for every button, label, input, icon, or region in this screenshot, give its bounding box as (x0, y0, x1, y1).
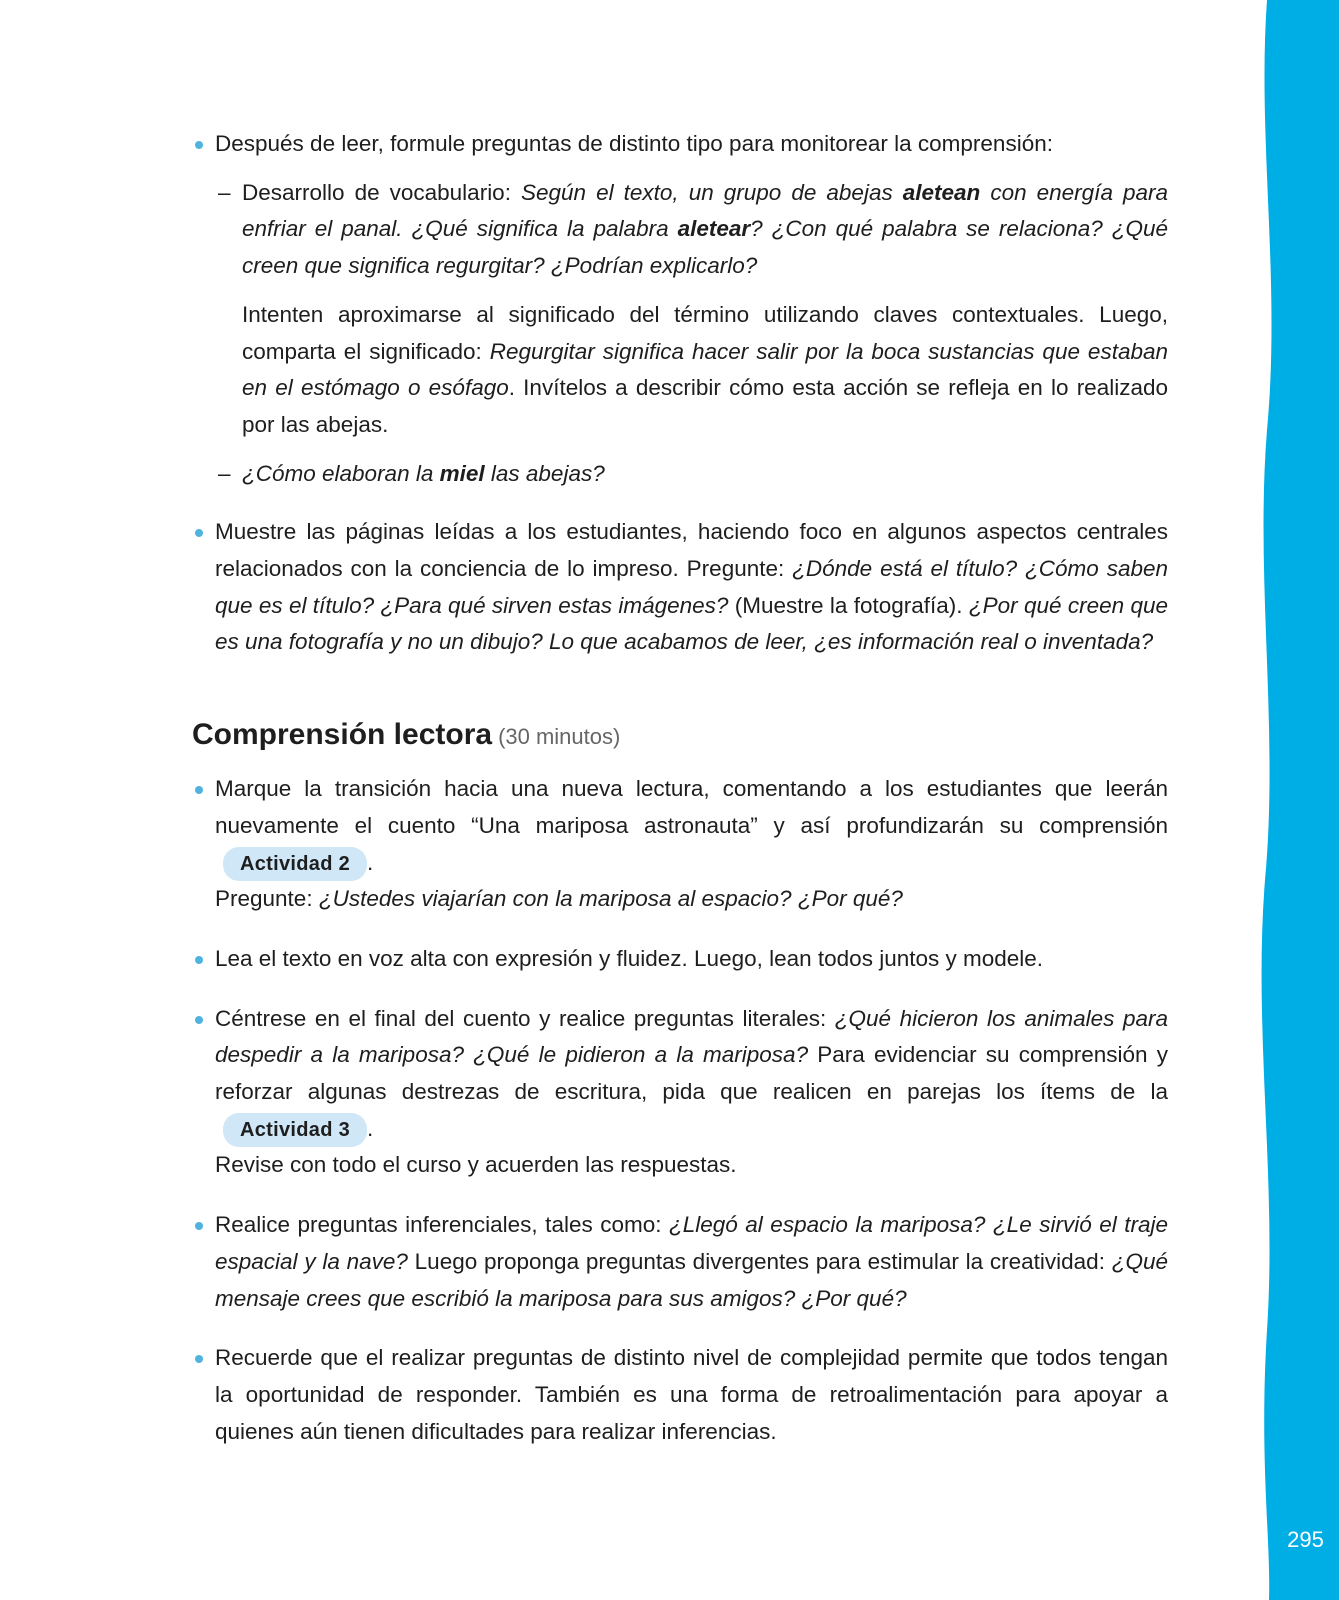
transition-text: Marque la transición hacia una nueva lectura, comentando a los estudiantes que leerán nuevamente el cuento “Una mariposa astronauta” y así profundizarán su comprensión (215, 776, 1168, 838)
section-duration: (30 minutos) (498, 724, 621, 750)
vocab-label: Desarrollo de vocabulario: (242, 179, 521, 205)
literal-text-b: Para evidenciar su comprensión y reforzar algunas destrezas de escritura, pida que realicen en parejas los ítems de la (215, 1042, 1168, 1105)
print-awareness-questions-b: ¿Por qué creen que es una fotografía y no un dibujo? Lo que acabamos de leer, ¿es información real o inventada? (215, 592, 1168, 655)
term-miel: miel (439, 460, 485, 486)
page-content (192, 126, 1168, 1450)
vocab-question-b: con energía para enfriar el panal. ¿Qué significa la palabra (242, 179, 1169, 242)
bullet-after-reading (192, 126, 1168, 163)
term-aletean: aletean (902, 179, 981, 205)
inferential-text-b: Luego proponga preguntas divergentes para estimular la creatividad: (407, 1248, 1112, 1274)
transition-period: . (367, 849, 374, 875)
transition-question: ¿Ustedes viajarían con la mariposa al espacio? ¿Por qué? (318, 886, 903, 912)
vocab-followup-paragraph (192, 297, 1168, 444)
print-awareness-text-a: Muestre las páginas leídas a los estudiantes, haciendo foco en algunos aspectos centrales relacionados con la conciencia de lo impreso. Pregunte: (215, 519, 1168, 582)
followup-definition: Regurgitar significa hacer salir por la boca sustancias que estaban en el estómago o esófago (242, 338, 1168, 401)
dash-honey-question (192, 456, 1168, 493)
inferential-text-a: Realice preguntas inferenciales, tales como: (215, 1212, 669, 1238)
page-number: 295 (1287, 1527, 1324, 1552)
bullet-after-reading-text: Después de leer, formule preguntas de distinto tipo para monitorear la comprensión: (215, 131, 1053, 156)
bullet-transition (192, 771, 1168, 918)
complexity-text: Recuerde que el realizar preguntas de distinto nivel de complejidad permite que todos tengan la oportunidad de responder. También es una forma de retroalimentación para apoyar a quienes aún tienen dificultades para realizar inferencias. (215, 1345, 1168, 1444)
literal-text-a: Céntrese en el final del cuento y realice preguntas literales: (215, 1005, 835, 1031)
vocab-question-c: ? ¿Con qué palabra se relaciona? ¿Qué creen que significa regurgitar? ¿Podrían explicarlo? (242, 216, 1168, 279)
bullet-literal-questions (192, 1001, 1168, 1185)
print-awareness-text-b: (Muestre la fotografía). (728, 592, 969, 618)
side-color-band-shape (1262, 0, 1339, 1600)
bullet-read-aloud (192, 941, 1168, 978)
followup-text-a: Intenten aproximarse al significado del término utilizando claves contextuales. Luego, comparta el significado: (242, 301, 1168, 364)
divergent-questions: ¿Qué mensaje crees que escribió la mariposa para sus amigos? ¿Por qué? (215, 1248, 1168, 1311)
followup-text-b: . Invítelos a describir cómo esta acción se refleja en lo realizado por las abejas. (242, 375, 1168, 437)
side-color-band (1255, 0, 1339, 1600)
bullet-complexity (192, 1340, 1168, 1450)
activity-3-badge: Actividad 3 (223, 1113, 367, 1147)
read-aloud-text: Lea el texto en voz alta con expresión y fluidez. Luego, lean todos juntos y modele. (215, 945, 1044, 971)
inferential-questions: ¿Llegó al espacio la mariposa? ¿Le sirvió el traje espacial y la nave? (215, 1212, 1168, 1274)
honey-question-a: ¿Cómo elaboran la (242, 460, 440, 486)
literal-period: . (367, 1115, 374, 1141)
activity-2-badge: Actividad 2 (223, 847, 367, 881)
bullet-print-awareness (192, 514, 1168, 661)
vocab-question-a: Según el texto, un grupo de abejas (521, 179, 903, 205)
literal-text-c: Revise con todo el curso y acuerden las respuestas. (215, 1152, 737, 1178)
bullet-inferential-questions (192, 1207, 1168, 1317)
honey-question-b: las abejas? (484, 460, 605, 486)
dash-vocabulary (192, 175, 1168, 285)
term-aletear: aletear (677, 216, 751, 242)
section-title: Comprensión lectora (192, 718, 493, 752)
print-awareness-questions-a: ¿Dónde está el título? ¿Cómo saben que es el título? ¿Para qué sirven estas imágenes? (215, 556, 1168, 618)
literal-questions: ¿Qué hicieron los animales para despedir a la mariposa? ¿Qué le pidieron a la mariposa? (215, 1005, 1168, 1068)
transition-ask-label: Pregunte: (215, 886, 319, 912)
section-heading (192, 713, 1168, 759)
